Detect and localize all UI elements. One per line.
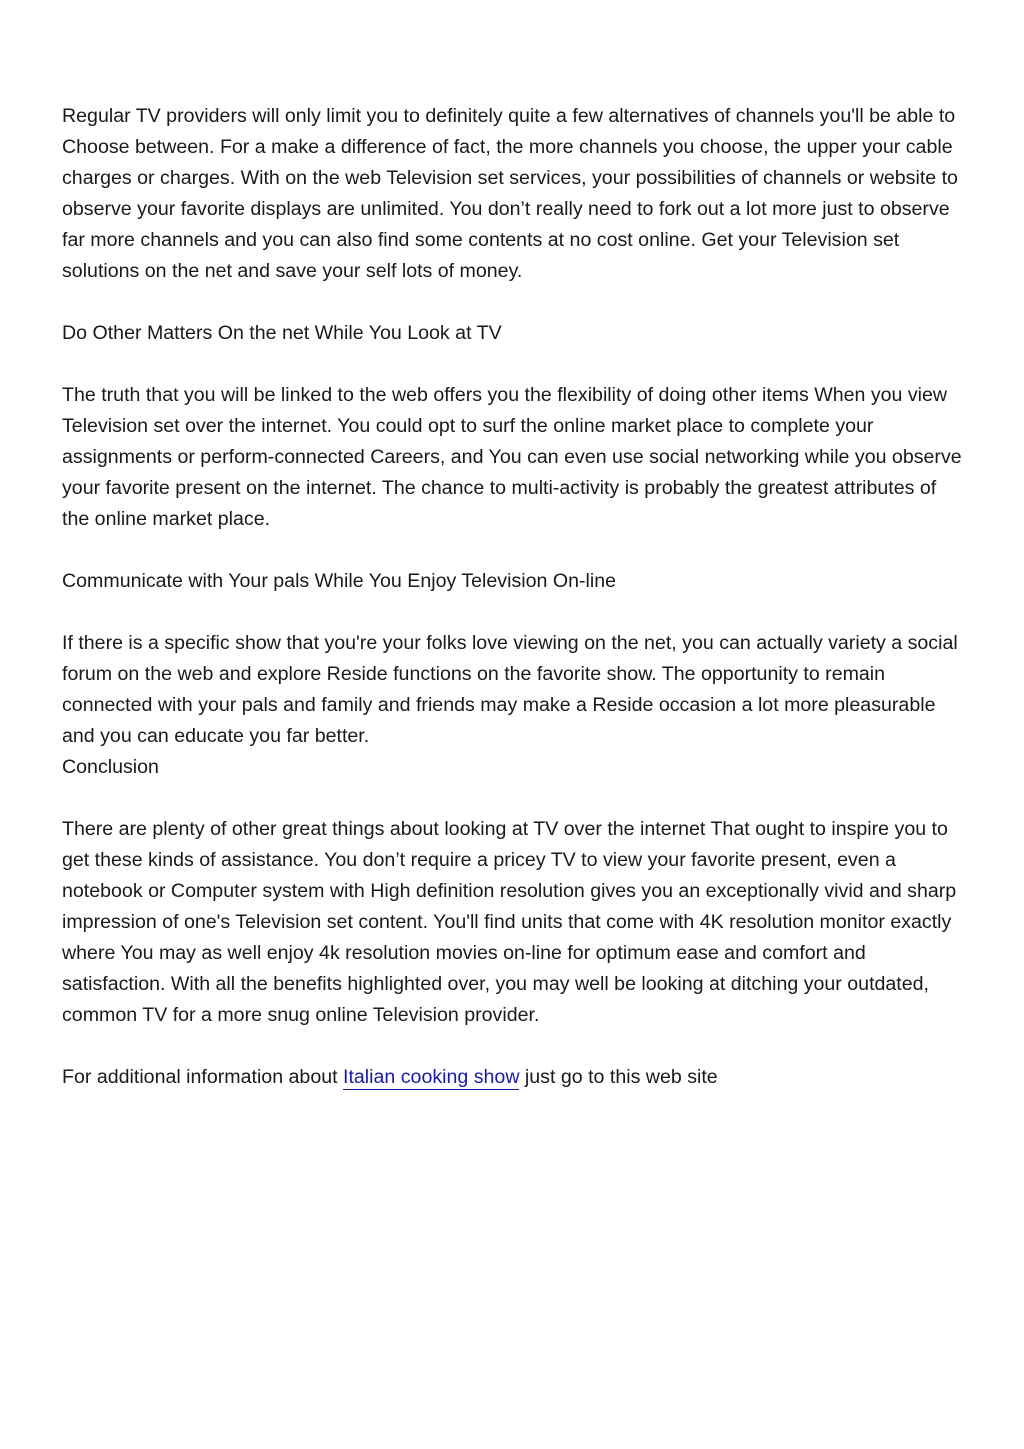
section-heading-conclusion: Conclusion <box>62 756 159 778</box>
document-body <box>62 101 962 1124</box>
footer-line <box>62 1062 962 1093</box>
paragraph-intro: Regular TV providers will only limit you to definitely quite a few alternatives of channels you'll be able to Choose between. For a make a difference of fact, the more channels you choose, the upper your cable charges or charges. With on the web Television set services, your possibilities of channels or website to observe your favorite displays are unlimited. You don’t really need to fork out a lot more just to observe far more channels and you can also find some contents at no cost online. Get your Television set solutions on the net and save your self lots of money. <box>62 105 958 282</box>
footer-suffix: just go to this web site <box>519 1066 718 1088</box>
section-heading-communicate: Communicate with Your pals While You Enjoy Television On-line <box>62 570 617 592</box>
paragraph-multitask: The truth that you will be linked to the web offers you the flexibility of doing other items When you view Television set over the internet. You could opt to surf the online market place to complete your assignments or perform-connected Careers, and You can even use social networking while you observe your favorite present on the internet. The chance to multi-activity is probably the greatest attributes of the online market place. <box>62 384 962 530</box>
paragraph-communicate: If there is a specific show that you're your folks love viewing on the net, you can actually variety a social forum on the web and explore Reside functions on the favorite show. The opportunity to remain connected with your pals and family and friends may make a Reside occasion a lot more pleasurable and you can educate you far better. <box>62 632 958 747</box>
italian-cooking-show-link[interactable]: Italian cooking show <box>343 1066 520 1088</box>
paragraph-conclusion: There are plenty of other great things about looking at TV over the internet That ought to inspire you to get these kinds of assistance. You don’t require a pricey TV to view your favorite present, even a notebook or Computer system with High definition resolution gives you an exceptionally vivid and sharp impression of one's Television set content. You'll find units that come with 4K resolution monitor exactly where You may as well enjoy 4k resolution movies on-line for optimum ease and comfort and satisfaction. With all the benefits highlighted over, you may well be looking at ditching your outdated, common TV for a more snug online Television provider. <box>62 818 957 1026</box>
footer-prefix: For additional information about <box>62 1066 344 1088</box>
section-heading-multitask: Do Other Matters On the net While You Look at TV <box>62 322 502 344</box>
